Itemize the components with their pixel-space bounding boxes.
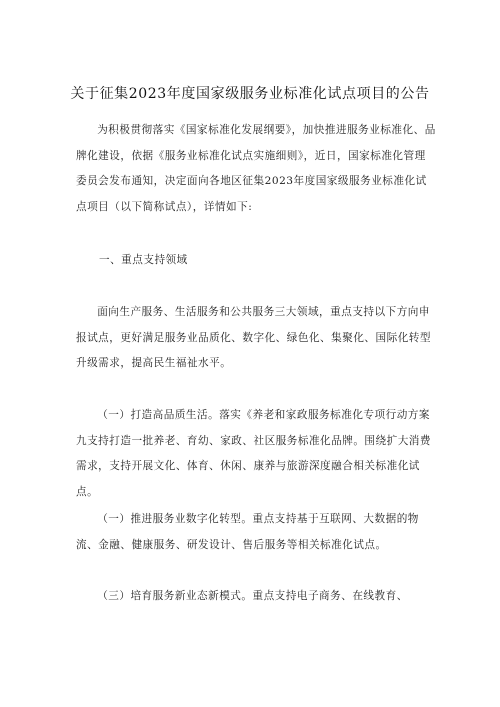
list-item-high-quality-life: （一）打造高品质生活。落实《养老和家政服务标准化专项行动方案九支持打造一批养老、育幼、家政、社区服务标准化品牌。围绕扩大消费需求，支持开展文化、体育、休闲、康养与旅游深度融合相关标准化试点。: [76, 409, 431, 498]
intro-paragraph: 为积极贯彻落实《国家标准化发展纲要》，加快推进服务业标准化、品牌化建设，依据《服务业标准化试点实施细则》，近日，国家标准化管理委员会发布通知，决定面向各地区征集2023年度国家级服务业标准化试点项目（以下简称试点），详情如下:: [76, 124, 436, 213]
section-body-paragraph: 面向生产服务、生活服务和公共服务三大领域，重点支持以下方向申报试点，更好满足服务业品质化、数字化、绿色化、集聚化、国际化转型升级需求，提高民生福祉水平。: [76, 306, 431, 369]
list-item-new-business-models: （三）培育服务新业态新模式。重点支持电子商务、在线教育、: [97, 590, 408, 602]
section-heading: 一、重点支持领域: [99, 254, 188, 266]
document-title: 关于征集2023年度国家级服务业标准化试点项目的公告: [70, 86, 430, 102]
list-item-digital-transformation: （一）推进服务业数字化转型。重点支持基于互联网、大数据的物流、金融、健康服务、研发设计、售后服务等相关标准化试点。: [76, 513, 419, 551]
